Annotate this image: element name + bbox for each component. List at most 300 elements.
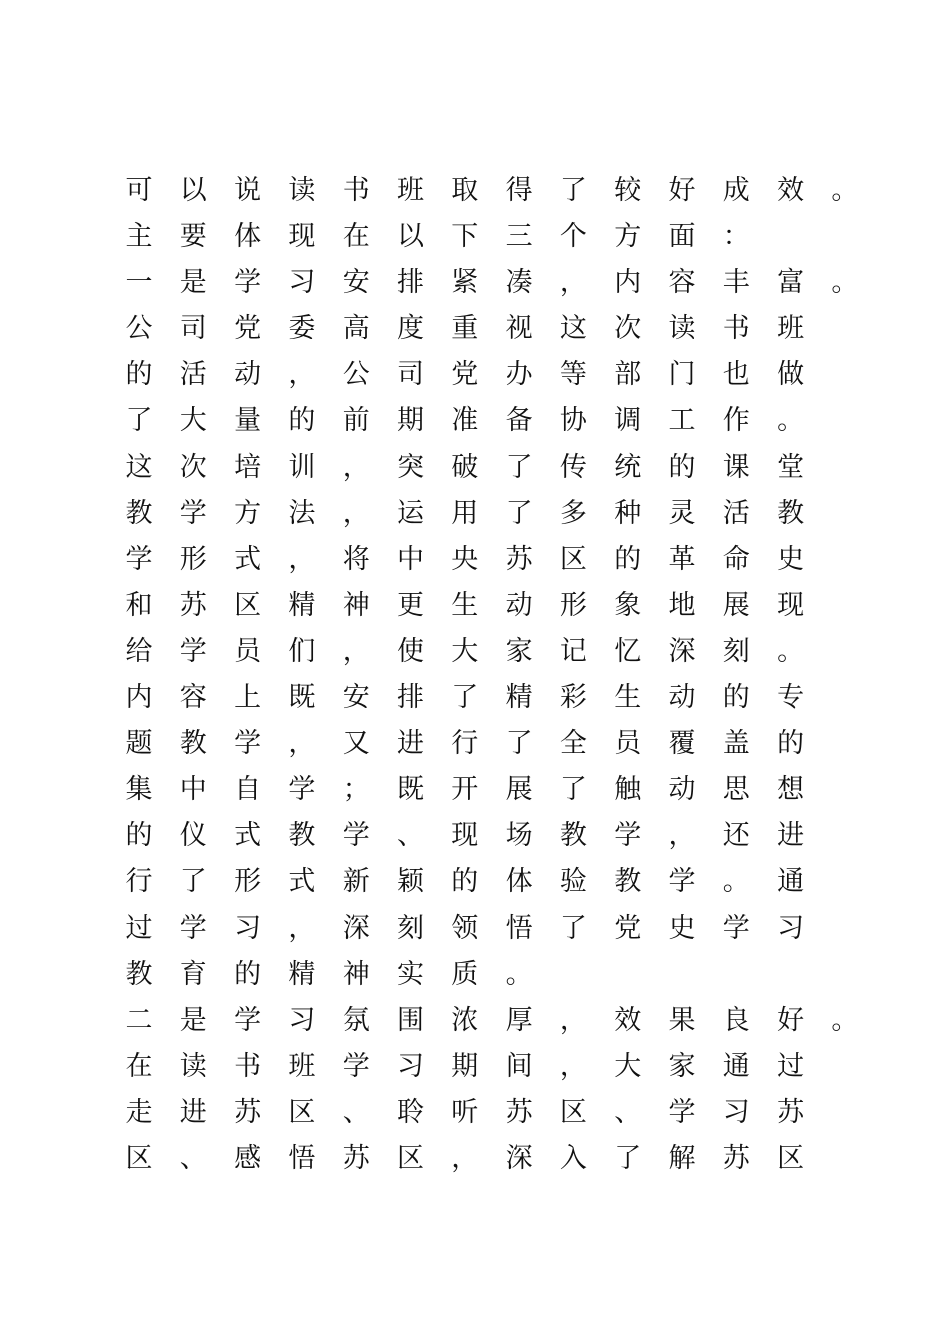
- text-char: 了: [559, 774, 587, 806]
- text-char: 大: [451, 635, 479, 667]
- text-char: 大: [614, 1050, 642, 1082]
- text-char: 在: [125, 1050, 153, 1082]
- text-char: 委: [288, 313, 316, 345]
- text-char: 育: [179, 958, 207, 990]
- text-char: 象: [614, 589, 642, 621]
- text-char: 面: [668, 221, 696, 253]
- text-char: 习: [234, 912, 262, 944]
- text-char: 门: [668, 359, 696, 391]
- text-char: 较: [614, 175, 642, 206]
- text-char: 史: [777, 543, 805, 575]
- text-char: 次: [179, 451, 207, 483]
- text-line: [124, 906, 884, 952]
- text-char: 司: [397, 359, 424, 391]
- text-char: 好: [668, 175, 696, 206]
- text-char: 神: [342, 958, 370, 990]
- text-char: 聆: [397, 1096, 424, 1128]
- text-line: [124, 537, 884, 583]
- text-char: 破: [451, 451, 479, 483]
- text-char: 读: [288, 175, 316, 206]
- text-char: 围: [397, 1004, 424, 1036]
- text-char: 学: [179, 497, 207, 529]
- text-char: ，: [451, 1142, 479, 1174]
- text-line: [124, 952, 884, 998]
- text-line: [124, 445, 884, 491]
- text-char: 记: [559, 635, 587, 667]
- text-char: 的: [125, 359, 153, 391]
- text-char: 教: [288, 820, 316, 852]
- text-char: 区: [125, 1142, 153, 1174]
- text-char: 彩: [559, 682, 587, 714]
- text-char: 触: [614, 774, 642, 806]
- text-char: 的: [777, 728, 805, 760]
- text-char: 展: [505, 774, 533, 806]
- text-char: 革: [668, 543, 696, 575]
- text-char: 了: [505, 728, 533, 760]
- text-char: 了: [559, 912, 587, 944]
- text-char: 深: [505, 1142, 533, 1174]
- text-char: 氛: [342, 1004, 370, 1036]
- text-char: 运: [397, 497, 424, 529]
- text-char: ：: [722, 221, 750, 253]
- text-char: 以: [397, 221, 424, 253]
- text-char: 区: [397, 1142, 424, 1174]
- text-char: 、: [342, 1096, 370, 1128]
- text-char: 颖: [397, 866, 424, 898]
- text-char: ，: [342, 497, 370, 529]
- text-char: 紧: [451, 267, 479, 299]
- text-char: 。: [777, 635, 805, 667]
- text-char: 量: [234, 405, 262, 437]
- text-char: 习: [288, 1004, 316, 1036]
- text-char: 行: [125, 866, 153, 898]
- text-char: 苏: [234, 1096, 262, 1128]
- text-char: 场: [505, 820, 533, 852]
- text-char: 领: [451, 912, 479, 944]
- text-char: 既: [288, 682, 316, 714]
- text-char: 排: [397, 267, 424, 299]
- text-char: 等: [559, 359, 587, 391]
- text-char: 教: [777, 497, 805, 529]
- text-char: 教: [125, 958, 153, 990]
- text-char: 度: [397, 313, 424, 345]
- text-char: 上: [234, 682, 262, 714]
- text-char: 刻: [722, 635, 750, 667]
- text-char: 习: [288, 267, 316, 299]
- text-char: 安: [342, 267, 370, 299]
- text-char: 刻: [397, 912, 424, 944]
- text-char: 进: [777, 820, 805, 852]
- text-line: [124, 398, 884, 444]
- document-body: [124, 168, 924, 1182]
- text-char: 现: [451, 820, 479, 852]
- text-char: 办: [505, 359, 533, 391]
- text-char: 了: [505, 451, 533, 483]
- text-char: 多: [559, 497, 587, 529]
- text-char: 、: [614, 1096, 642, 1128]
- text-char: 书: [722, 313, 750, 345]
- text-char: 现: [777, 589, 805, 621]
- text-char: ，: [668, 820, 696, 852]
- text-line: [124, 1136, 884, 1182]
- text-char: 行: [451, 728, 479, 760]
- text-char: 期: [451, 1050, 479, 1082]
- text-char: 地: [668, 589, 696, 621]
- text-char: 党: [234, 313, 262, 345]
- text-char: 备: [505, 405, 533, 437]
- text-char: 家: [505, 635, 533, 667]
- text-char: 的: [668, 451, 696, 483]
- text-char: 培: [234, 451, 262, 483]
- text-char: 教: [614, 866, 642, 898]
- text-line: [124, 306, 884, 352]
- text-char: 还: [722, 820, 750, 852]
- text-char: 容: [179, 682, 207, 714]
- text-line: [124, 998, 884, 1044]
- text-char: 学: [125, 543, 153, 575]
- text-char: 忆: [614, 635, 642, 667]
- text-char: 体: [505, 866, 533, 898]
- text-char: 苏: [342, 1142, 370, 1174]
- text-char: 精: [288, 589, 316, 621]
- text-char: 学: [668, 1096, 696, 1128]
- text-char: 想: [777, 774, 805, 806]
- text-char: 史: [668, 912, 696, 944]
- text-char: 也: [722, 359, 750, 391]
- text-char: 解: [668, 1142, 696, 1174]
- text-char: 苏: [777, 1096, 805, 1128]
- text-char: 了: [614, 1142, 642, 1174]
- text-char: 员: [234, 635, 262, 667]
- text-char: 入: [559, 1142, 587, 1174]
- text-char: 苏: [505, 1096, 533, 1128]
- text-char: 教: [559, 820, 587, 852]
- text-char: ，: [559, 1050, 587, 1082]
- text-char: 的: [451, 866, 479, 898]
- text-line: [124, 675, 884, 721]
- text-char: 进: [179, 1096, 207, 1128]
- text-char: 班: [397, 175, 424, 206]
- text-char: 展: [722, 589, 750, 621]
- text-char: 前: [342, 405, 370, 437]
- text-char: 主: [125, 221, 153, 253]
- text-char: 和: [125, 589, 153, 621]
- text-char: 作: [722, 405, 750, 437]
- text-char: 是: [179, 267, 207, 299]
- text-char: 质: [451, 958, 479, 990]
- text-char: 过: [777, 1050, 805, 1082]
- text-char: 的: [722, 682, 750, 714]
- text-char: 是: [179, 1004, 207, 1036]
- text-char: 得: [505, 175, 533, 206]
- text-char: 动: [234, 359, 262, 391]
- text-char: 班: [777, 313, 805, 345]
- text-char: 苏: [179, 589, 207, 621]
- text-char: 专: [777, 682, 805, 714]
- text-char: 读: [179, 1050, 207, 1082]
- text-char: 三: [505, 221, 533, 253]
- text-char: 进: [397, 728, 424, 760]
- text-char: 取: [451, 175, 479, 206]
- text-char: 传: [559, 451, 587, 483]
- text-char: 神: [342, 589, 370, 621]
- text-char: 协: [559, 405, 587, 437]
- text-char: 将: [342, 543, 370, 575]
- text-char: 集: [125, 774, 153, 806]
- text-char: 使: [397, 635, 424, 667]
- text-line: [124, 629, 884, 675]
- text-char: 。: [831, 267, 859, 299]
- text-char: 盖: [722, 728, 750, 760]
- text-char: 给: [125, 635, 153, 667]
- text-char: 这: [559, 313, 587, 345]
- text-char: ；: [342, 774, 370, 806]
- text-char: 精: [505, 682, 533, 714]
- text-char: 全: [559, 728, 587, 760]
- text-char: 。: [777, 405, 805, 437]
- text-char: 学: [288, 774, 316, 806]
- text-char: 习: [397, 1050, 424, 1082]
- text-char: 个: [559, 221, 587, 253]
- text-char: 深: [342, 912, 370, 944]
- text-char: 现: [288, 221, 316, 253]
- text-char: 在: [342, 221, 370, 253]
- text-char: 丰: [722, 267, 750, 299]
- text-char: 突: [397, 451, 424, 483]
- text-char: 实: [397, 958, 424, 990]
- text-char: 活: [179, 359, 207, 391]
- text-char: 。: [831, 1004, 859, 1036]
- text-char: 学: [614, 820, 642, 852]
- text-line: [124, 767, 884, 813]
- text-line: [124, 352, 884, 398]
- text-char: 生: [614, 682, 642, 714]
- text-char: 下: [451, 221, 479, 253]
- text-char: 员: [614, 728, 642, 760]
- text-char: 了: [125, 405, 153, 437]
- text-char: 课: [722, 451, 750, 483]
- text-char: ，: [342, 451, 370, 483]
- text-char: 既: [397, 774, 424, 806]
- text-char: 精: [288, 958, 316, 990]
- text-char: 效: [614, 1004, 642, 1036]
- text-char: 书: [234, 1050, 262, 1082]
- text-char: 学: [668, 866, 696, 898]
- text-char: 成: [722, 175, 750, 206]
- text-char: 走: [125, 1096, 153, 1128]
- text-char: 学: [342, 1050, 370, 1082]
- text-char: 形: [234, 866, 262, 898]
- text-char: 悟: [288, 1142, 316, 1174]
- text-char: 富: [777, 267, 805, 299]
- text-char: 家: [668, 1050, 696, 1082]
- text-char: 、: [179, 1142, 207, 1174]
- text-char: 次: [614, 313, 642, 345]
- text-char: 动: [668, 682, 696, 714]
- text-char: 用: [451, 497, 479, 529]
- text-char: 期: [397, 405, 424, 437]
- text-line: [124, 168, 884, 214]
- text-char: 了: [559, 175, 587, 206]
- text-char: 们: [288, 635, 316, 667]
- text-char: 方: [614, 221, 642, 253]
- text-char: 动: [668, 774, 696, 806]
- text-char: 读: [668, 313, 696, 345]
- text-char: ，: [342, 635, 370, 667]
- text-char: 习: [722, 1096, 750, 1128]
- text-char: 中: [179, 774, 207, 806]
- text-char: 思: [722, 774, 750, 806]
- text-char: 内: [125, 682, 153, 714]
- text-char: 班: [288, 1050, 316, 1082]
- text-char: 过: [125, 912, 153, 944]
- text-char: 活: [722, 497, 750, 529]
- text-char: 覆: [668, 728, 696, 760]
- text-char: 的: [125, 820, 153, 852]
- text-char: 式: [234, 543, 262, 575]
- text-char: 区: [559, 1096, 587, 1128]
- text-char: 命: [722, 543, 750, 575]
- text-char: 调: [614, 405, 642, 437]
- text-char: 容: [668, 267, 696, 299]
- text-char: 苏: [505, 543, 533, 575]
- text-char: 的: [614, 543, 642, 575]
- text-char: 学: [234, 267, 262, 299]
- text-char: 苏: [722, 1142, 750, 1174]
- text-char: 生: [451, 589, 479, 621]
- text-char: 法: [288, 497, 316, 529]
- text-char: 区: [559, 543, 587, 575]
- text-char: 仪: [179, 820, 207, 852]
- text-char: 了: [505, 497, 533, 529]
- text-char: 准: [451, 405, 479, 437]
- text-char: 司: [179, 313, 207, 345]
- text-char: ，: [559, 267, 587, 299]
- text-char: ，: [288, 912, 316, 944]
- text-char: 教: [125, 497, 153, 529]
- text-char: ，: [288, 728, 316, 760]
- text-char: 大: [179, 405, 207, 437]
- text-char: 书: [342, 175, 370, 206]
- text-char: 统: [614, 451, 642, 483]
- text-char: 习: [777, 912, 805, 944]
- text-char: 以: [179, 175, 207, 206]
- text-char: 、: [397, 820, 424, 852]
- text-char: 党: [614, 912, 642, 944]
- text-char: 教: [179, 728, 207, 760]
- text-char: 说: [234, 175, 262, 206]
- text-char: 深: [668, 635, 696, 667]
- text-char: 效: [777, 175, 805, 206]
- text-char: 这: [125, 451, 153, 483]
- text-char: 良: [722, 1004, 750, 1036]
- text-char: 公: [125, 313, 153, 345]
- text-char: 的: [234, 958, 262, 990]
- text-char: ，: [559, 1004, 587, 1036]
- text-char: 动: [505, 589, 533, 621]
- text-line: [124, 721, 884, 767]
- text-char: 训: [288, 451, 316, 483]
- text-char: 内: [614, 267, 642, 299]
- text-char: 通: [722, 1050, 750, 1082]
- text-char: 二: [125, 1004, 153, 1036]
- text-char: 重: [451, 313, 479, 345]
- text-char: 方: [234, 497, 262, 529]
- text-line: [124, 491, 884, 537]
- text-char: 式: [288, 866, 316, 898]
- text-char: 要: [179, 221, 207, 253]
- text-line: [124, 813, 884, 859]
- text-char: 区: [234, 589, 262, 621]
- text-line: [124, 214, 884, 260]
- text-char: 又: [342, 728, 370, 760]
- text-char: 浓: [451, 1004, 479, 1036]
- text-char: 堂: [777, 451, 805, 483]
- text-char: 自: [234, 774, 262, 806]
- text-char: 安: [342, 682, 370, 714]
- text-char: 好: [777, 1004, 805, 1036]
- text-char: 形: [179, 543, 207, 575]
- text-char: 区: [777, 1142, 805, 1174]
- text-char: 听: [451, 1096, 479, 1128]
- text-char: ，: [288, 359, 316, 391]
- text-char: 学: [179, 635, 207, 667]
- text-char: 央: [451, 543, 479, 575]
- text-char: 种: [614, 497, 642, 529]
- text-line: [124, 1044, 884, 1090]
- text-char: 可: [125, 175, 153, 206]
- text-char: 感: [234, 1142, 262, 1174]
- text-char: 了: [451, 682, 479, 714]
- text-char: 公: [342, 359, 370, 391]
- text-char: 新: [342, 866, 370, 898]
- text-char: 题: [125, 728, 153, 760]
- text-char: 更: [397, 589, 424, 621]
- text-char: 验: [559, 866, 587, 898]
- text-char: 。: [831, 175, 859, 206]
- text-line: [124, 583, 884, 629]
- text-char: 部: [614, 359, 642, 391]
- text-char: 厚: [505, 1004, 533, 1036]
- text-char: 开: [451, 774, 479, 806]
- text-char: 工: [668, 405, 696, 437]
- text-char: 学: [234, 1004, 262, 1036]
- text-char: 悟: [505, 912, 533, 944]
- text-char: 中: [397, 543, 424, 575]
- text-line: [124, 859, 884, 905]
- text-char: 高: [342, 313, 370, 345]
- text-char: 视: [505, 313, 533, 345]
- text-char: 果: [668, 1004, 696, 1036]
- text-char: 式: [234, 820, 262, 852]
- text-char: 党: [451, 359, 479, 391]
- text-char: 。: [505, 958, 533, 990]
- text-char: 排: [397, 682, 424, 714]
- text-char: 的: [288, 405, 316, 437]
- text-char: 。: [722, 866, 750, 898]
- text-char: 形: [559, 589, 587, 621]
- text-char: 间: [505, 1050, 533, 1082]
- text-line: [124, 260, 884, 306]
- text-char: 凑: [505, 267, 533, 299]
- text-char: 做: [777, 359, 805, 391]
- text-char: 灵: [668, 497, 696, 529]
- text-char: 体: [234, 221, 262, 253]
- text-line: [124, 1090, 884, 1136]
- text-char: 学: [722, 912, 750, 944]
- text-char: 通: [777, 866, 805, 898]
- text-char: 了: [179, 866, 207, 898]
